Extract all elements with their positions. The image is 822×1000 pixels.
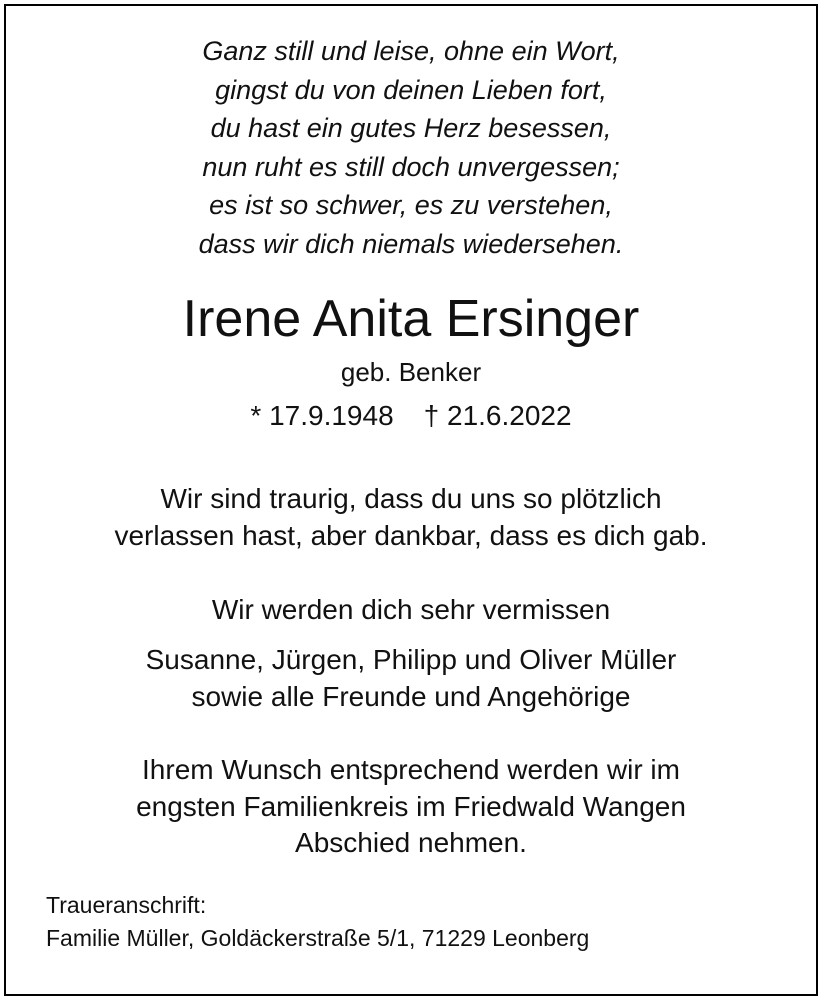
poem-line: dass wir dich niemals wiedersehen.: [198, 228, 624, 259]
maiden-name: geb. Benker: [340, 357, 482, 387]
poem-line: Ganz still und leise, ohne ein Wort,: [202, 36, 620, 66]
life-dates: [0, 398, 822, 434]
poem-line: du hast ein gutes Herz besessen,: [210, 113, 612, 143]
poem: [0, 32, 822, 263]
farewell-line: engsten Familienkreis im Friedwald Wangen: [136, 790, 686, 822]
deceased-name: Irene Anita Ersinger: [182, 290, 640, 348]
mourner-line: sowie alle Freunde und Angehörige: [191, 680, 631, 712]
birth-date: * 17.9.1948: [250, 400, 394, 431]
address-block: [46, 889, 589, 955]
poem-line: es ist so schwer, es zu verstehen,: [209, 190, 613, 220]
miss-line: Wir werden dich sehr vermissen: [211, 594, 611, 625]
message-block: [0, 481, 822, 554]
address-line: Familie Müller, Goldäckerstraße 5/1, 71229 Leonberg: [46, 925, 590, 951]
message-line: Wir sind traurig, dass du uns so plötzlich: [160, 483, 662, 514]
address-label: Traueranschrift:: [46, 892, 207, 918]
message-line: verlassen hast, aber dankbar, dass es dich gab.: [114, 519, 708, 551]
farewell-block: [0, 752, 822, 862]
mourners-block: [0, 642, 822, 715]
poem-line: gingst du von deinen Lieben fort,: [215, 74, 607, 105]
poem-line: nun ruht es still doch unvergessen;: [202, 151, 620, 182]
miss-line-block: [0, 592, 822, 629]
farewell-line: Abschied nehmen.: [295, 827, 527, 858]
death-date: † 21.6.2022: [423, 400, 572, 431]
mourner-line: Susanne, Jürgen, Philipp und Oliver Müller: [145, 644, 677, 675]
farewell-line: Ihrem Wunsch entsprechend werden wir im: [142, 754, 680, 785]
